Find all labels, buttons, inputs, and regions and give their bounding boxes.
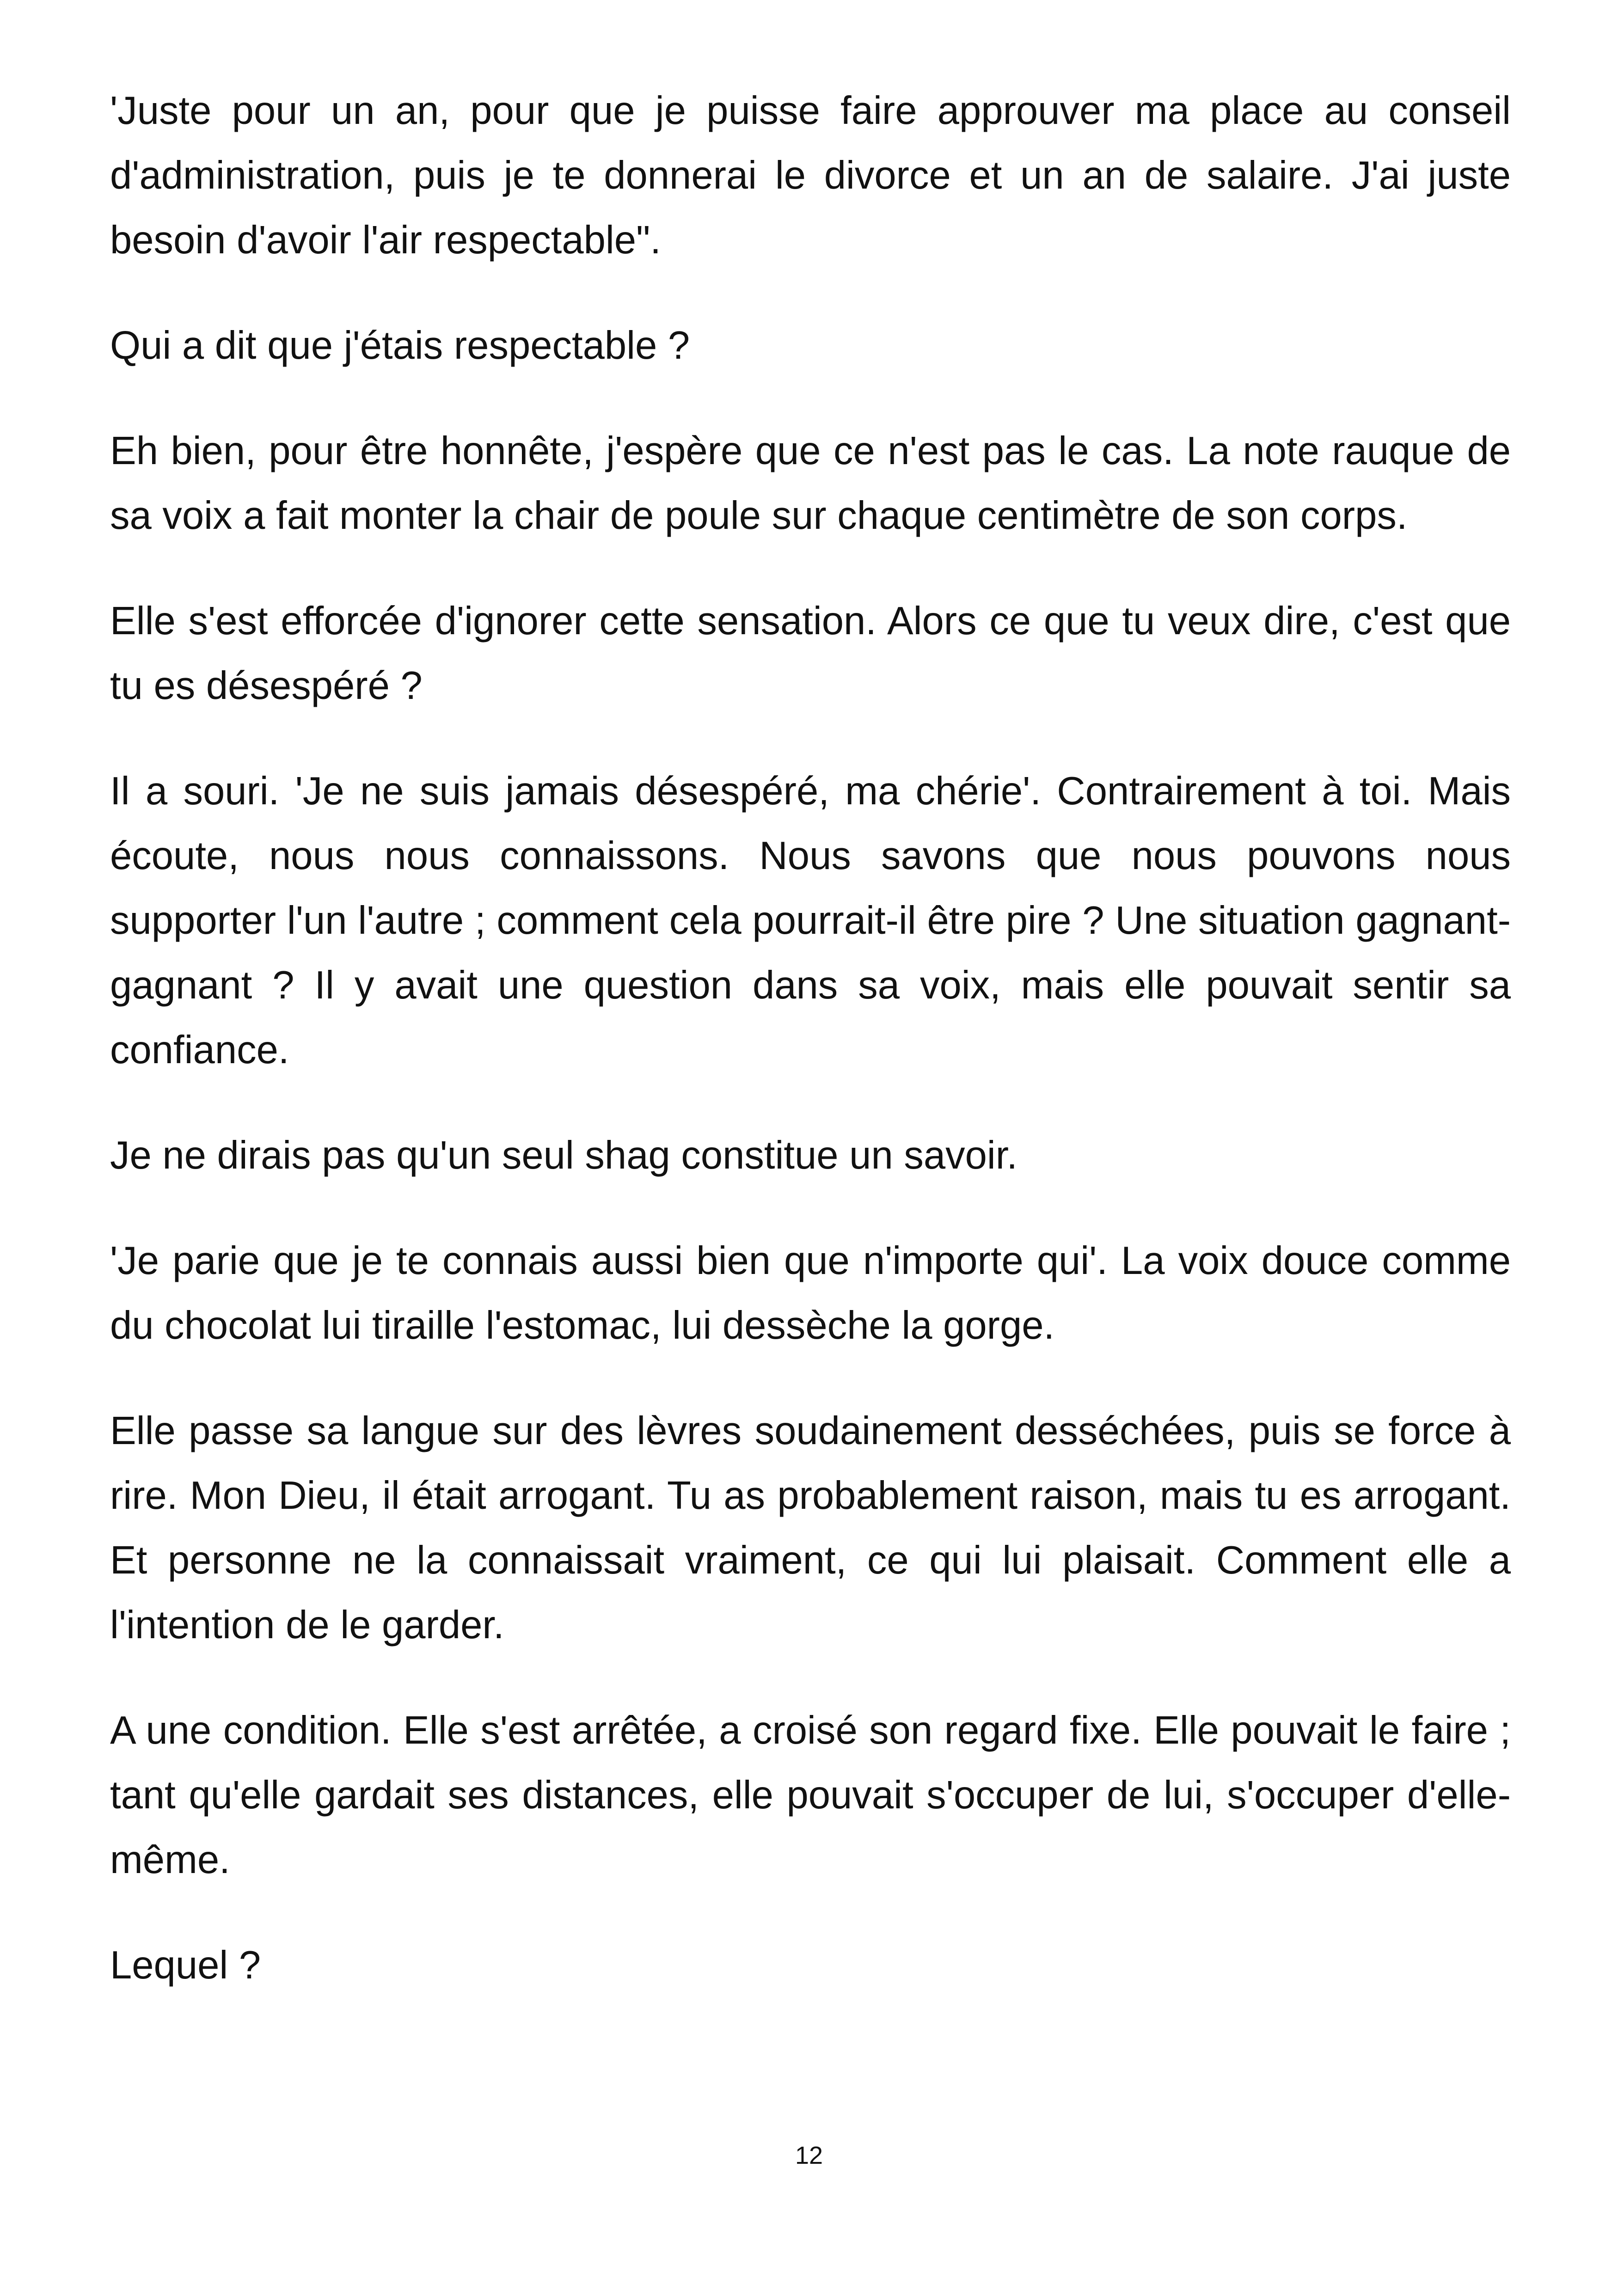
paragraph: Il a souri. 'Je ne suis jamais désespéré, ma chérie'. Contrairement à toi. Mais écoute, nous nous connaissons. Nous savons que nous pouvons nous supporter l'un l'autre ; comment cela pourrait-il être pire ? Une situation gagnant-gagnant ? Il y avait une question dans sa voix, mais elle pouvait sentir sa confiance. (110, 769, 1511, 1072)
paragraph: A une condition. Elle s'est arrêtée, a croisé son regard fixe. Elle pouvait le faire ; tant qu'elle gardait ses distances, elle pouvait s'occuper de lui, s'occuper d'elle-même. (110, 1708, 1511, 1882)
paragraph: Elle s'est efforcée d'ignorer cette sensation. Alors ce que tu veux dire, c'est que tu es désespéré ? (110, 599, 1511, 708)
paragraph: 'Je parie que je te connais aussi bien que n'importe qui'. La voix douce comme du chocolat lui tiraille l'estomac, lui dessèche la gorge. (110, 1239, 1511, 1347)
paragraph: Eh bien, pour être honnête, j'espère que ce n'est pas le cas. La note rauque de sa voix a fait monter la chair de poule sur chaque centimètre de son corps. (110, 429, 1511, 538)
paragraph: Qui a dit que j'étais respectable ? (110, 324, 690, 367)
body-text (110, 79, 1511, 2039)
paragraph: 'Juste pour un an, pour que je puisse faire approuver ma place au conseil d'administration, puis je te donnerai le divorce et un an de salaire. J'ai juste besoin d'avoir l'air respectable". (110, 89, 1511, 262)
page-number: 12 (795, 2142, 823, 2169)
paragraph: Lequel ? (110, 1943, 261, 1987)
paragraph: Je ne dirais pas qu'un seul shag constitue un savoir. (110, 1133, 1018, 1177)
paragraph: Elle passe sa langue sur des lèvres soudainement desséchées, puis se force à rire. Mon Dieu, il était arrogant. Tu as probablement raison, mais tu es arrogant. Et personne ne la connaissait vraiment, ce qui lui plaisait. Comment elle a l'intention de le garder. (110, 1409, 1511, 1647)
